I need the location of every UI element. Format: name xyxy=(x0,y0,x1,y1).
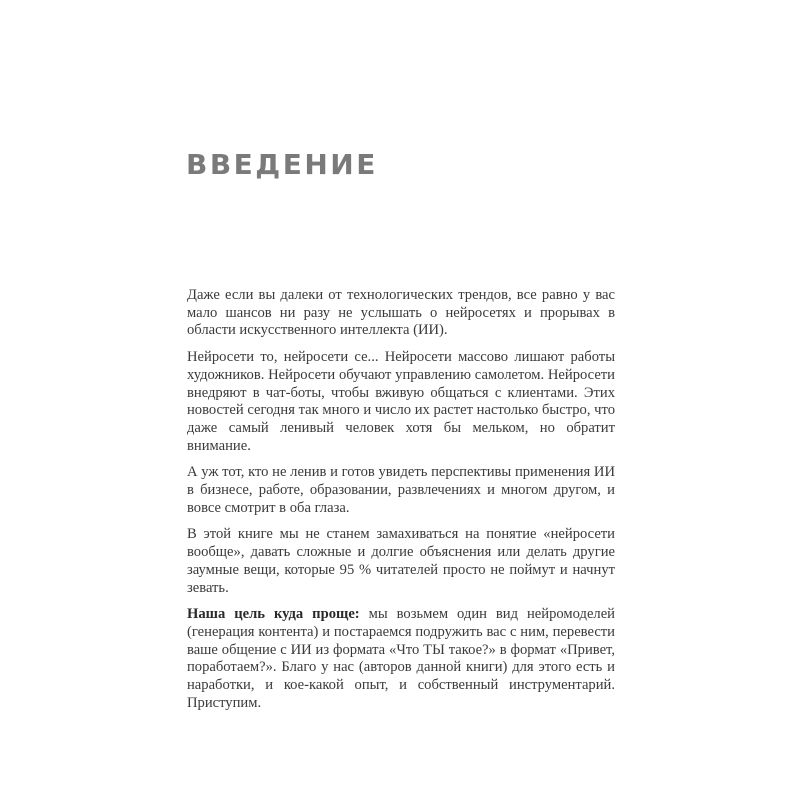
paragraph-2: Нейросети то, нейросети се... Нейросети массово лишают работы художников. Нейросети обучают управлению самолетом. Нейросети внедряют в чат-боты, чтобы вживую общаться с клиентами. Этих новостей сегодня так много и число их растет настолько быстро, что даже самый ленивый человек хотя бы мельком, но обратит внимание. xyxy=(187,349,615,454)
paragraph-5 xyxy=(187,606,615,712)
paragraph-3: А уж тот, кто не ленив и готов увидеть перспективы применения ИИ в бизнесе, работе, образовании, развлечениях и многом другом, и вовсе смотрит в оба глаза. xyxy=(187,464,615,516)
paragraph-4: В этой книге мы не станем замахиваться на понятие «нейросети вообще», давать сложные и долгие объяснения или делать другие заумные вещи, которые 95 % читателей просто не поймут и начнут зевать. xyxy=(187,526,615,596)
chapter-title: ВВЕДЕНИЕ xyxy=(186,148,378,181)
paragraph-5-text: мы возьмем один вид нейромоделей (генерация контента) и постараемся подружить вас с ним, перевести ваше общение с ИИ из формата «Что ТЫ такое?» в формат «Привет, поработаем?». Благо у нас (авторов данной книги) для этого есть и наработки, и кое-какой опыт, и собственный инструментарий. Приступим. xyxy=(187,606,615,711)
paragraph-1: Даже если вы далеки от технологических трендов, все равно у вас мало шансов ни разу не услышать о нейросетях и прорывах в области искусственного интеллекта (ИИ). xyxy=(187,287,615,339)
chapter-body xyxy=(187,287,615,721)
paragraph-5-lead: Наша цель куда проще: xyxy=(187,606,360,623)
